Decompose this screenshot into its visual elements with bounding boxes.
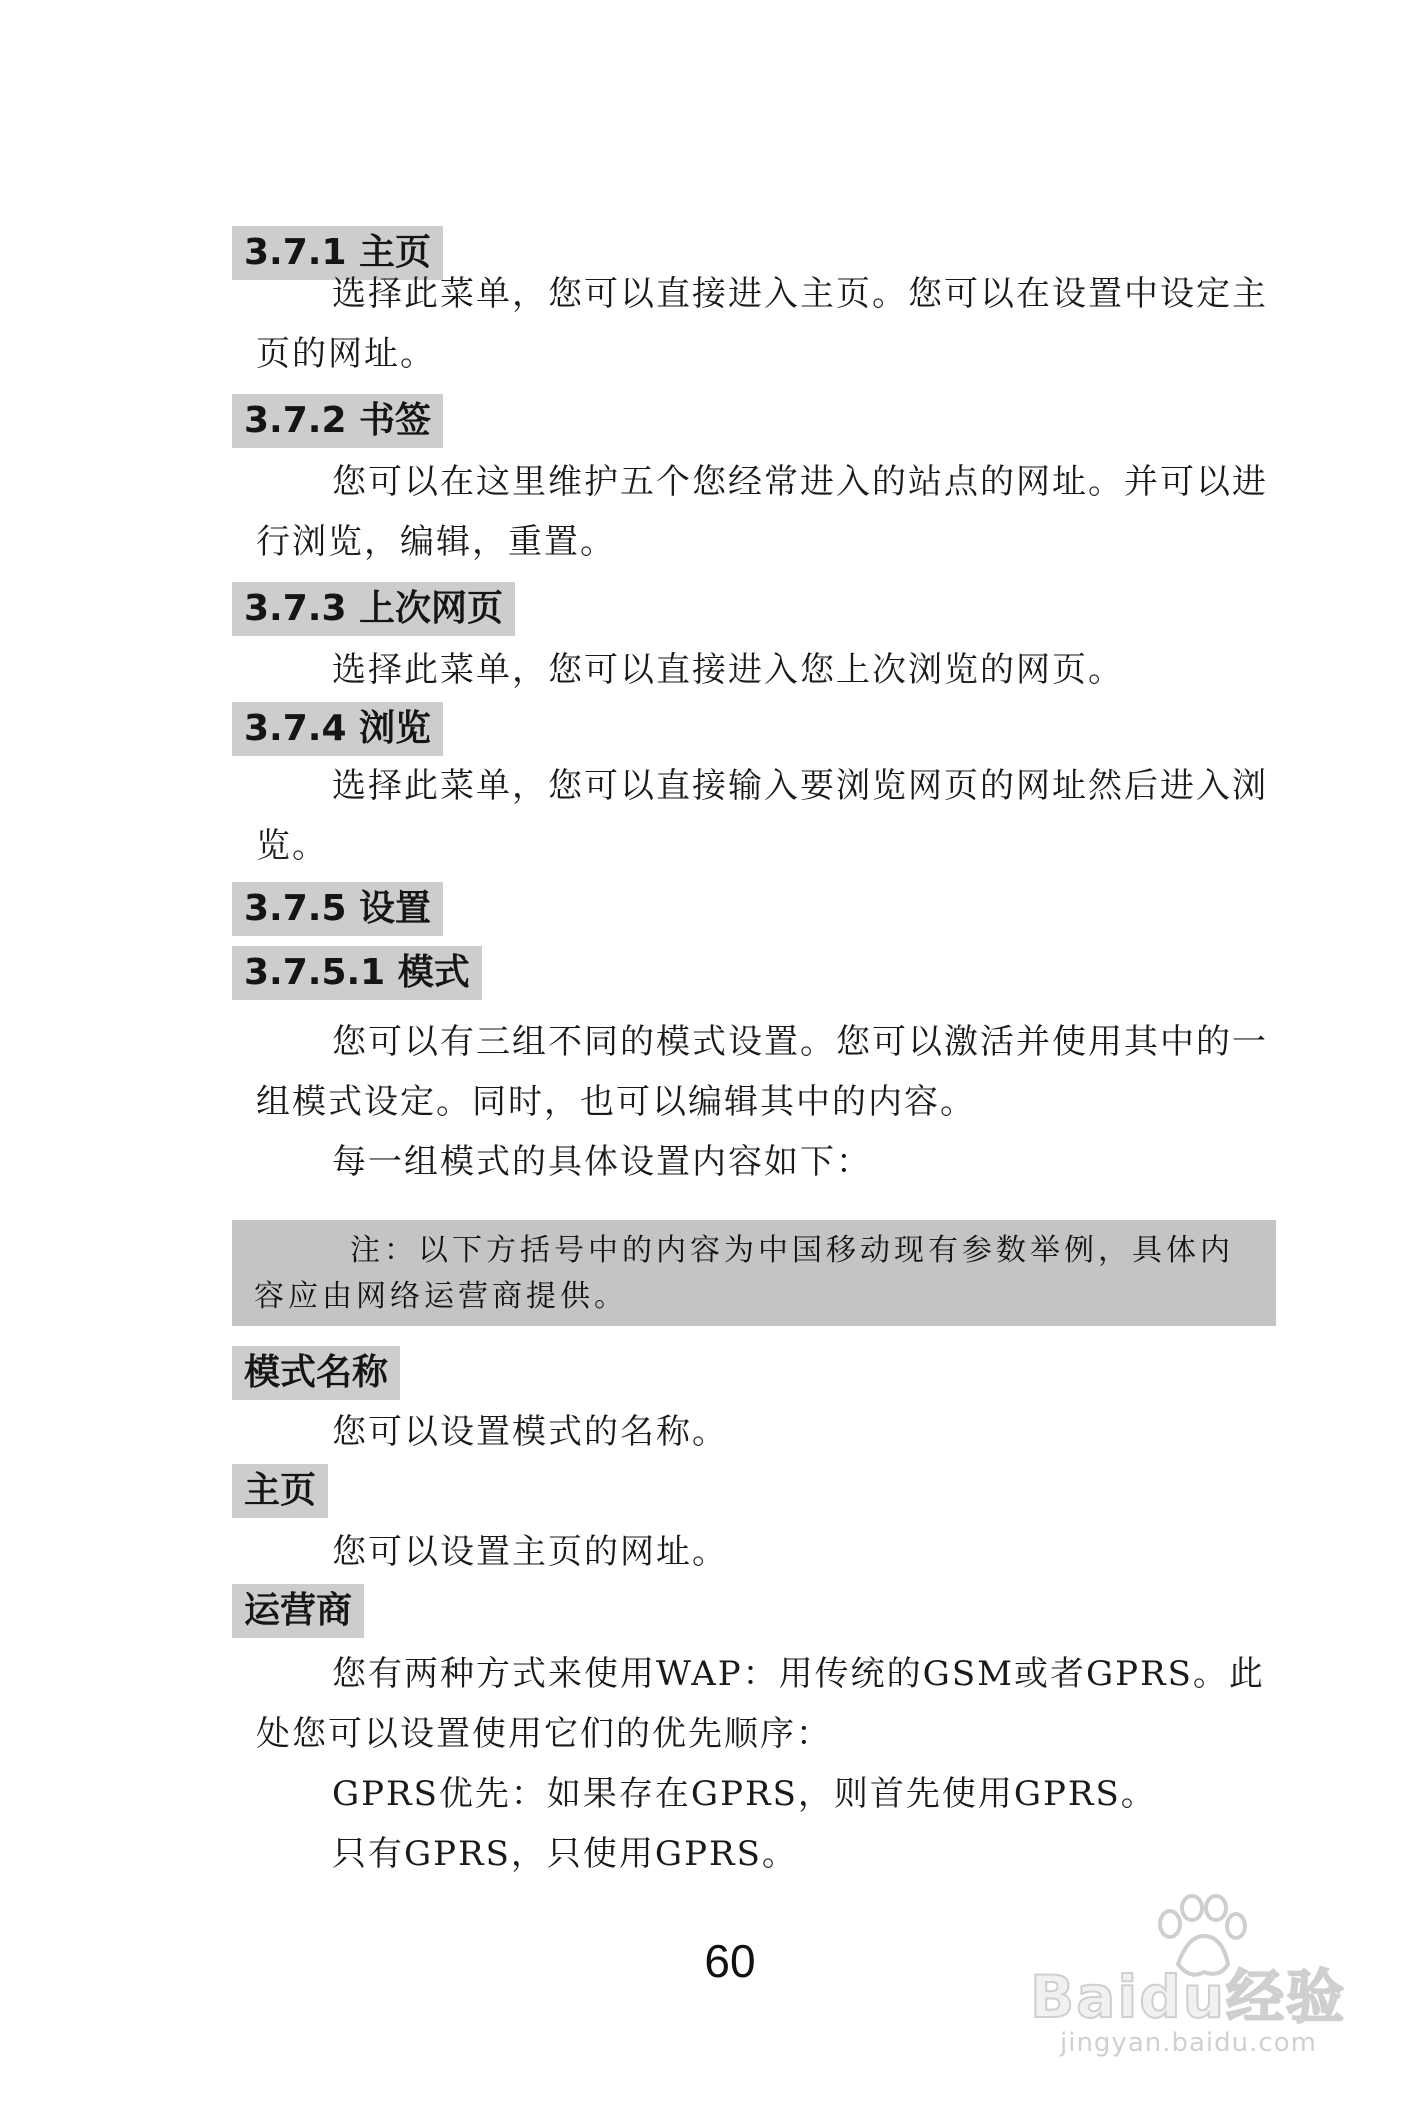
section-3-7-5-1-text2: 每一组模式的具体设置内容如下： — [332, 1142, 872, 1182]
watermark-logo: Baidu经验 — [1030, 1963, 1347, 2031]
section-3-7-4-heading: 3.7.4 浏览 — [232, 702, 443, 756]
section-3-7-5-1-heading: 3.7.5.1 模式 — [232, 946, 482, 1000]
homepage-heading: 主页 — [232, 1464, 328, 1518]
page-number: 60 — [704, 1935, 756, 1987]
mode-name-heading: 模式名称 — [232, 1346, 400, 1400]
section-3-7-3-text: 选择此菜单，您可以直接进入您上次浏览的网页。 — [332, 650, 1124, 690]
watermark — [1030, 1944, 1390, 2064]
section-3-7-4-text: 选择此菜单，您可以直接输入要浏览网页的网址然后进入浏览。 — [256, 766, 1268, 866]
watermark-url: jingyan.baidu.com — [1060, 2028, 1317, 2058]
section-3-7-3-heading: 3.7.3 上次网页 — [232, 582, 515, 636]
homepage-text: 您可以设置主页的网址。 — [332, 1532, 728, 1572]
operator-text: 您有两种方式来使用WAP：用传统的GSM或者GPRS。此处您可以设置使用它们的优先顺序： — [256, 1654, 1265, 1754]
section-3-7-2-text: 您可以在这里维护五个您经常进入的站点的网址。并可以进行浏览，编辑，重置。 — [256, 462, 1268, 562]
section-3-7-5-heading: 3.7.5 设置 — [232, 882, 443, 936]
section-3-7-2-heading: 3.7.2 书签 — [232, 394, 443, 448]
gprs-first-text: GPRS优先：如果存在GPRS，则首先使用GPRS。 — [332, 1774, 1157, 1814]
gprs-only-text: 只有GPRS，只使用GPRS。 — [332, 1834, 798, 1874]
section-3-7-1-heading: 3.7.1 主页 — [232, 226, 443, 280]
note-box: 注：以下方括号中的内容为中国移动现有参数举例，具体内容应由网络运营商提供。 — [232, 1220, 1276, 1326]
section-3-7-1-text: 选择此菜单，您可以直接进入主页。您可以在设置中设定主页的网址。 — [256, 274, 1268, 374]
operator-heading: 运营商 — [232, 1584, 364, 1638]
mode-name-text: 您可以设置模式的名称。 — [332, 1412, 728, 1452]
section-3-7-5-1-text: 您可以有三组不同的模式设置。您可以激活并使用其中的一组模式设定。同时，也可以编辑其中的内容。 — [256, 1022, 1268, 1122]
